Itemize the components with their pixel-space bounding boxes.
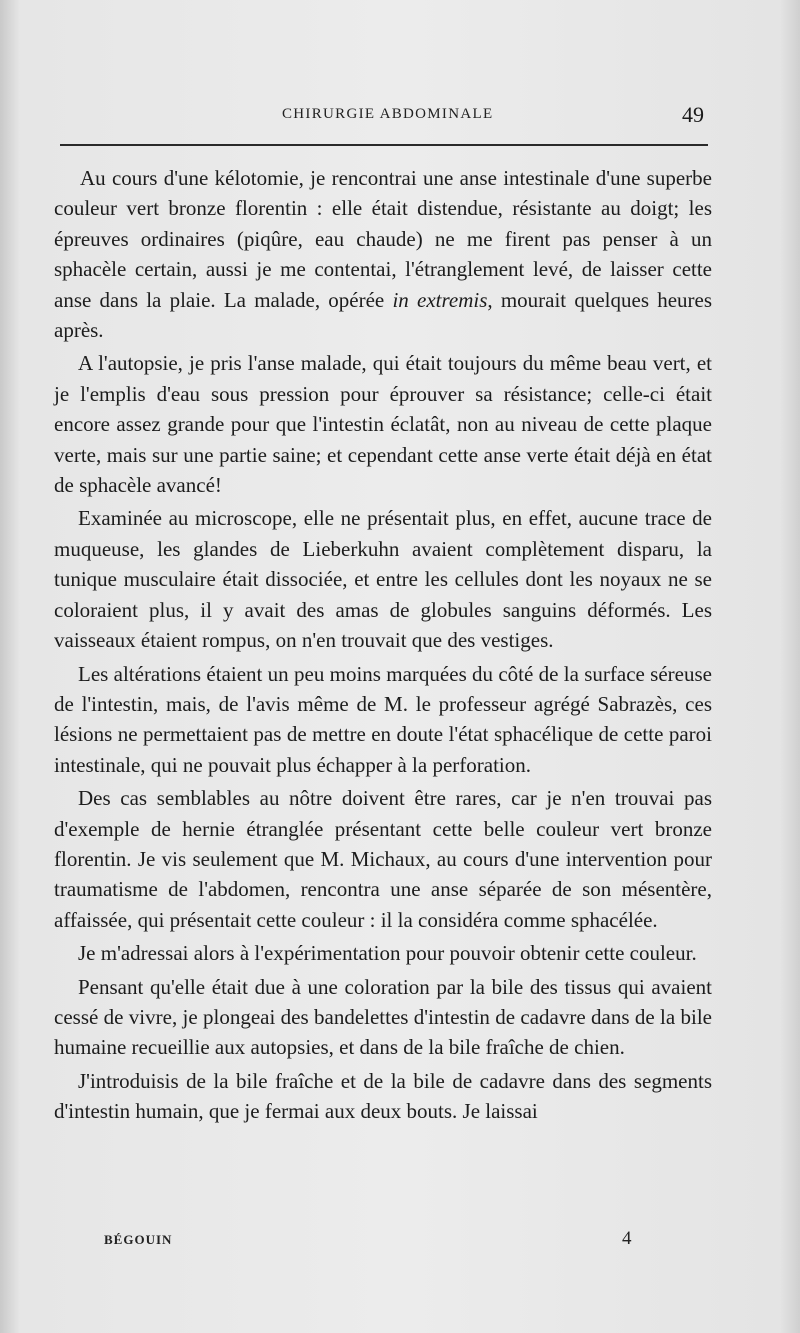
signature-mark: BÉGOUIN [104, 1232, 173, 1247]
running-head [0, 102, 800, 130]
paragraph-2: A l'autopsie, je pris l'anse malade, qui était toujours du même beau vert, et je l'emplis d'eau sous pression pour éprouver sa résistance; celle-ci était encore assez grande pour que l'intestin éclatât, non au niveau de cette plaque verte, mais sur une partie saine; et cependant cette anse verte était déjà en état de sphacèle avancé! [54, 351, 712, 498]
paragraph-1-end: , mourait quelques heures après. [54, 287, 713, 343]
paragraph-5: Des cas semblables au nôtre doivent être rares, car je n'en trouvai pas d'exemple de hernie étranglée présentant cette belle couleur vert bronze florentin. Je vis seulement que M. Michaux, au cours d'une intervention pour traumatisme de l'abdomen, rencontra une anse séparée de son mésentère, affaissée, qui présentait cette couleur : il la considéra comme sphacélée. [54, 786, 712, 932]
paragraph-7: Pensant qu'elle était due à une coloration par la bile des tissus qui avaient cessé de vivre, je plongeai des bandelettes d'intestin de cadavre dans de la bile humaine recueillie aux autopsies, et dans de la bile fraîche de chien. [54, 974, 712, 1060]
paragraph-3: Examinée au microscope, elle ne présentait plus, en effet, aucune trace de muqueuse, les glandes de Lieberkuhn avaient complètement disparu, la tunique musculaire était dissociée, et entre les cellules dont les noyaux ne se coloraient plus, il y avait des amas de globules sanguins déformés. Les vaisseaux étaient rompus, on n'en trouvait que des vestiges. [54, 506, 712, 653]
paragraph-4: Les altérations étaient un peu moins marquées du côté de la surface séreuse de l'intestin, mais, de l'avis même de M. le professeur agrégé Sabrazès, ces lésions ne permettaient pas de mettre en doute l'état sphacélique de cette paroi intestinale, qui ne pouvait plus échapper à la perforation. [54, 661, 712, 777]
paragraph-8: J'introduisis de la bile fraîche et de la bile de cadavre dans des segments d'intestin humain, que je fermai aux deux bouts. Je laissai [54, 1068, 712, 1124]
paragraph-1-italic: in extremis [392, 287, 488, 312]
paragraph-1-text: Au cours d'une kélotomie, je rencontrai une anse intestinale d'une superbe couleur vert bronze florentin : elle était distendue, résistante au doigt; les épreuves ordinaires (piqûre, eau chaude) ne me firent pas penser à un sphacèle certain, aussi je me contentai, l'étranglement levé, de laisser cette anse dans la plaie. La malade, opérée [54, 166, 712, 312]
page-number: 49 [682, 102, 704, 127]
paragraph-1 [54, 163, 712, 345]
running-title: CHIRURGIE ABDOMINALE [282, 106, 494, 122]
paragraph-6: Je m'adressai alors à l'expérimentation pour pouvoir obtenir cette couleur. [78, 941, 697, 966]
page-footer [0, 1228, 800, 1256]
body-text [54, 163, 712, 1130]
sheet-number: 4 [622, 1228, 632, 1249]
header-rule [60, 144, 708, 146]
